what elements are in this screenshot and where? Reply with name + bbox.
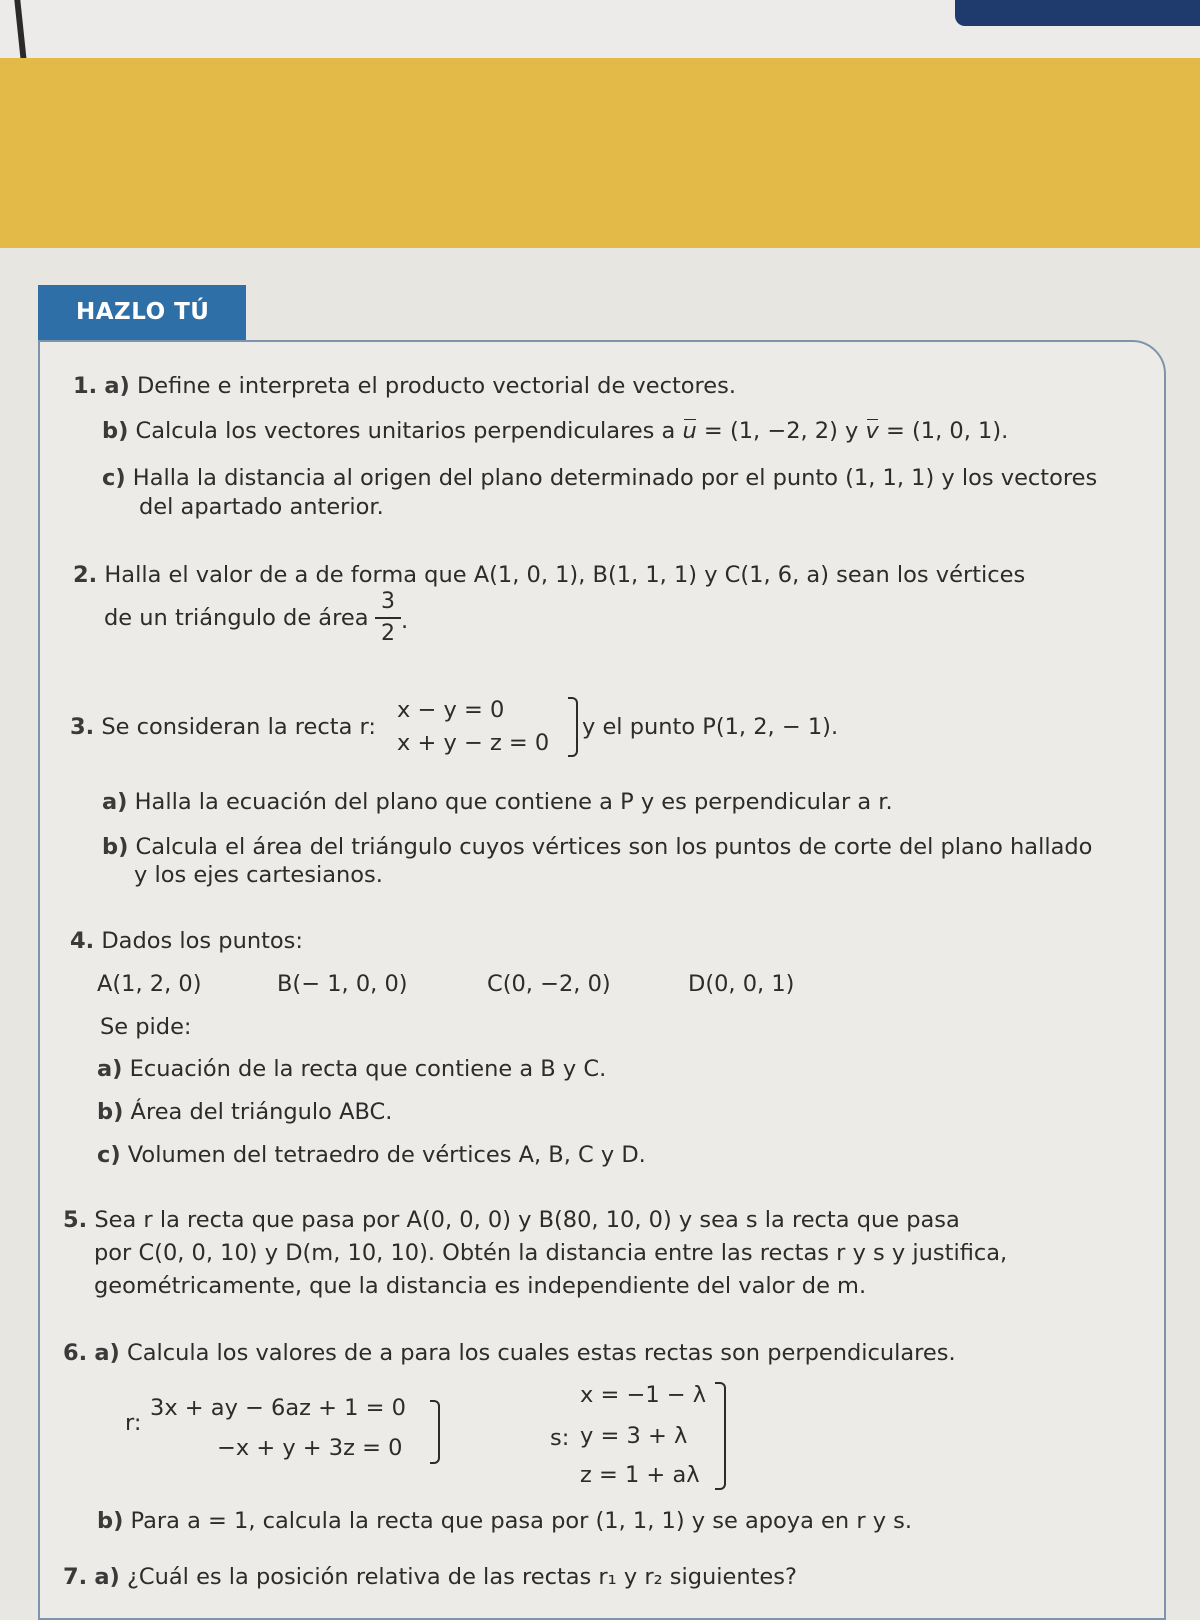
item-label: b) [102, 418, 129, 444]
fraction-bar [375, 617, 401, 619]
question-5-line1 [63, 1207, 960, 1233]
question-6-b [97, 1508, 912, 1534]
question-3-b-line2: y los ejes cartesianos. [134, 862, 383, 888]
item-text: Define e interpreta el producto vectorial de vectores. [136, 373, 737, 399]
question-3-a [102, 789, 893, 815]
equation-brace [568, 697, 578, 757]
item-label: b) [97, 1099, 124, 1125]
item-text: Halla la ecuación del plano que contiene a P y es perpendicular a r. [134, 789, 893, 815]
question-7-a [63, 1564, 797, 1590]
line-r-eq1: 3x + ay − 6az + 1 = 0 [150, 1395, 406, 1421]
section-tab-hazlo-tu: HAZLO TÚ [38, 285, 246, 340]
line-r-eq2: −x + y + 3z = 0 [217, 1435, 403, 1461]
item-label: c) [102, 465, 126, 491]
vector-v: v [865, 418, 879, 444]
line-s-eq2: y = 3 + λ [580, 1423, 688, 1449]
question-4-b [97, 1099, 392, 1125]
equation-brace [430, 1400, 440, 1464]
question-2-line1 [73, 562, 1025, 588]
vector-u: u [682, 418, 697, 444]
question-2-line2: de un triángulo de área [104, 605, 369, 631]
point-c: C(0, −2, 0) [487, 971, 611, 997]
question-1-a [73, 373, 736, 399]
question-4-c [97, 1142, 646, 1168]
yellow-header-band [0, 58, 1200, 248]
question-1-c-line2: del apartado anterior. [139, 494, 384, 520]
point-a: A(1, 2, 0) [97, 971, 202, 997]
item-label: b) [102, 834, 129, 860]
question-number: 3. [70, 714, 95, 740]
question-6-a [63, 1340, 956, 1366]
item-label: c) [97, 1142, 121, 1168]
question-3-tail: y el punto P(1, 2, − 1). [582, 714, 839, 740]
item-text: Calcula los valores de a para los cuales estas rectas son perpendiculares. [126, 1340, 956, 1366]
item-label: a) [97, 1056, 123, 1082]
question-number: 1. [73, 373, 98, 399]
fraction-denominator: 2 [381, 621, 395, 646]
question-4-a [97, 1056, 606, 1082]
item-label: a) [94, 1340, 120, 1366]
question-number: 2. [73, 562, 98, 588]
question-number: 4. [70, 928, 95, 954]
line-r-equation-1: x − y = 0 [397, 697, 505, 723]
line-s-label: s: [550, 1425, 570, 1451]
top-background-strip [0, 0, 1200, 58]
fraction-numerator: 3 [381, 589, 395, 614]
point-b: B(− 1, 0, 0) [277, 971, 408, 997]
item-text: Se consideran la recta r: [101, 714, 376, 740]
blue-corner-decoration [955, 0, 1200, 26]
item-text: Sea r la recta que pasa por A(0, 0, 0) y B(80, 10, 0) y sea s la recta que pasa [94, 1207, 960, 1233]
item-text-part: = (1, 0, 1). [878, 418, 1009, 444]
question-5-line3: geométricamente, que la distancia es independiente del valor de m. [94, 1273, 867, 1299]
item-label: a) [102, 789, 128, 815]
item-text: Dados los puntos: [101, 928, 303, 954]
question-3-intro [70, 714, 376, 740]
question-number: 7. [63, 1564, 88, 1590]
question-1-c [102, 465, 1097, 491]
se-pide-label: Se pide: [100, 1014, 192, 1040]
item-text: Área del triángulo ABC. [130, 1099, 393, 1125]
item-text-part: Calcula los vectores unitarios perpendiculares a [135, 418, 683, 444]
line-r-label: r: [125, 1410, 142, 1436]
line-s-eq3: z = 1 + aλ [580, 1462, 700, 1488]
equation-brace [715, 1382, 726, 1490]
question-4-intro [70, 928, 303, 954]
item-text: Ecuación de la recta que contiene a B y C. [129, 1056, 607, 1082]
item-text: Halla el valor de a de forma que A(1, 0, 1), B(1, 1, 1) y C(1, 6, a) sean los vértices [104, 562, 1026, 588]
point-d: D(0, 0, 1) [688, 971, 795, 997]
question-number: 6. [63, 1340, 88, 1366]
item-label: a) [104, 373, 130, 399]
item-text: Para a = 1, calcula la recta que pasa por (1, 1, 1) y se apoya en r y s. [130, 1508, 913, 1534]
item-text: Halla la distancia al origen del plano determinado por el punto (1, 1, 1) y los vectores [132, 465, 1098, 491]
item-label: b) [97, 1508, 124, 1534]
line-r-equation-2: x + y − z = 0 [397, 730, 550, 756]
question-3-b [102, 834, 1092, 860]
question-number: 5. [63, 1207, 88, 1233]
item-text: Volumen del tetraedro de vértices A, B, C y D. [127, 1142, 646, 1168]
item-label: a) [94, 1564, 120, 1590]
line-s-eq1: x = −1 − λ [580, 1382, 707, 1408]
item-text: Calcula el área del triángulo cuyos vértices son los puntos de corte del plano hallado [135, 834, 1093, 860]
question-5-line2: por C(0, 0, 10) y D(m, 10, 10). Obtén la distancia entre las rectas r y s y justifica, [94, 1240, 1008, 1266]
item-text: ¿Cuál es la posición relativa de las rectas r₁ y r₂ siguientes? [126, 1564, 797, 1590]
fraction-period: . [401, 608, 409, 634]
question-1-b [102, 418, 1008, 444]
item-text-part: = (1, −2, 2) y [696, 418, 866, 444]
